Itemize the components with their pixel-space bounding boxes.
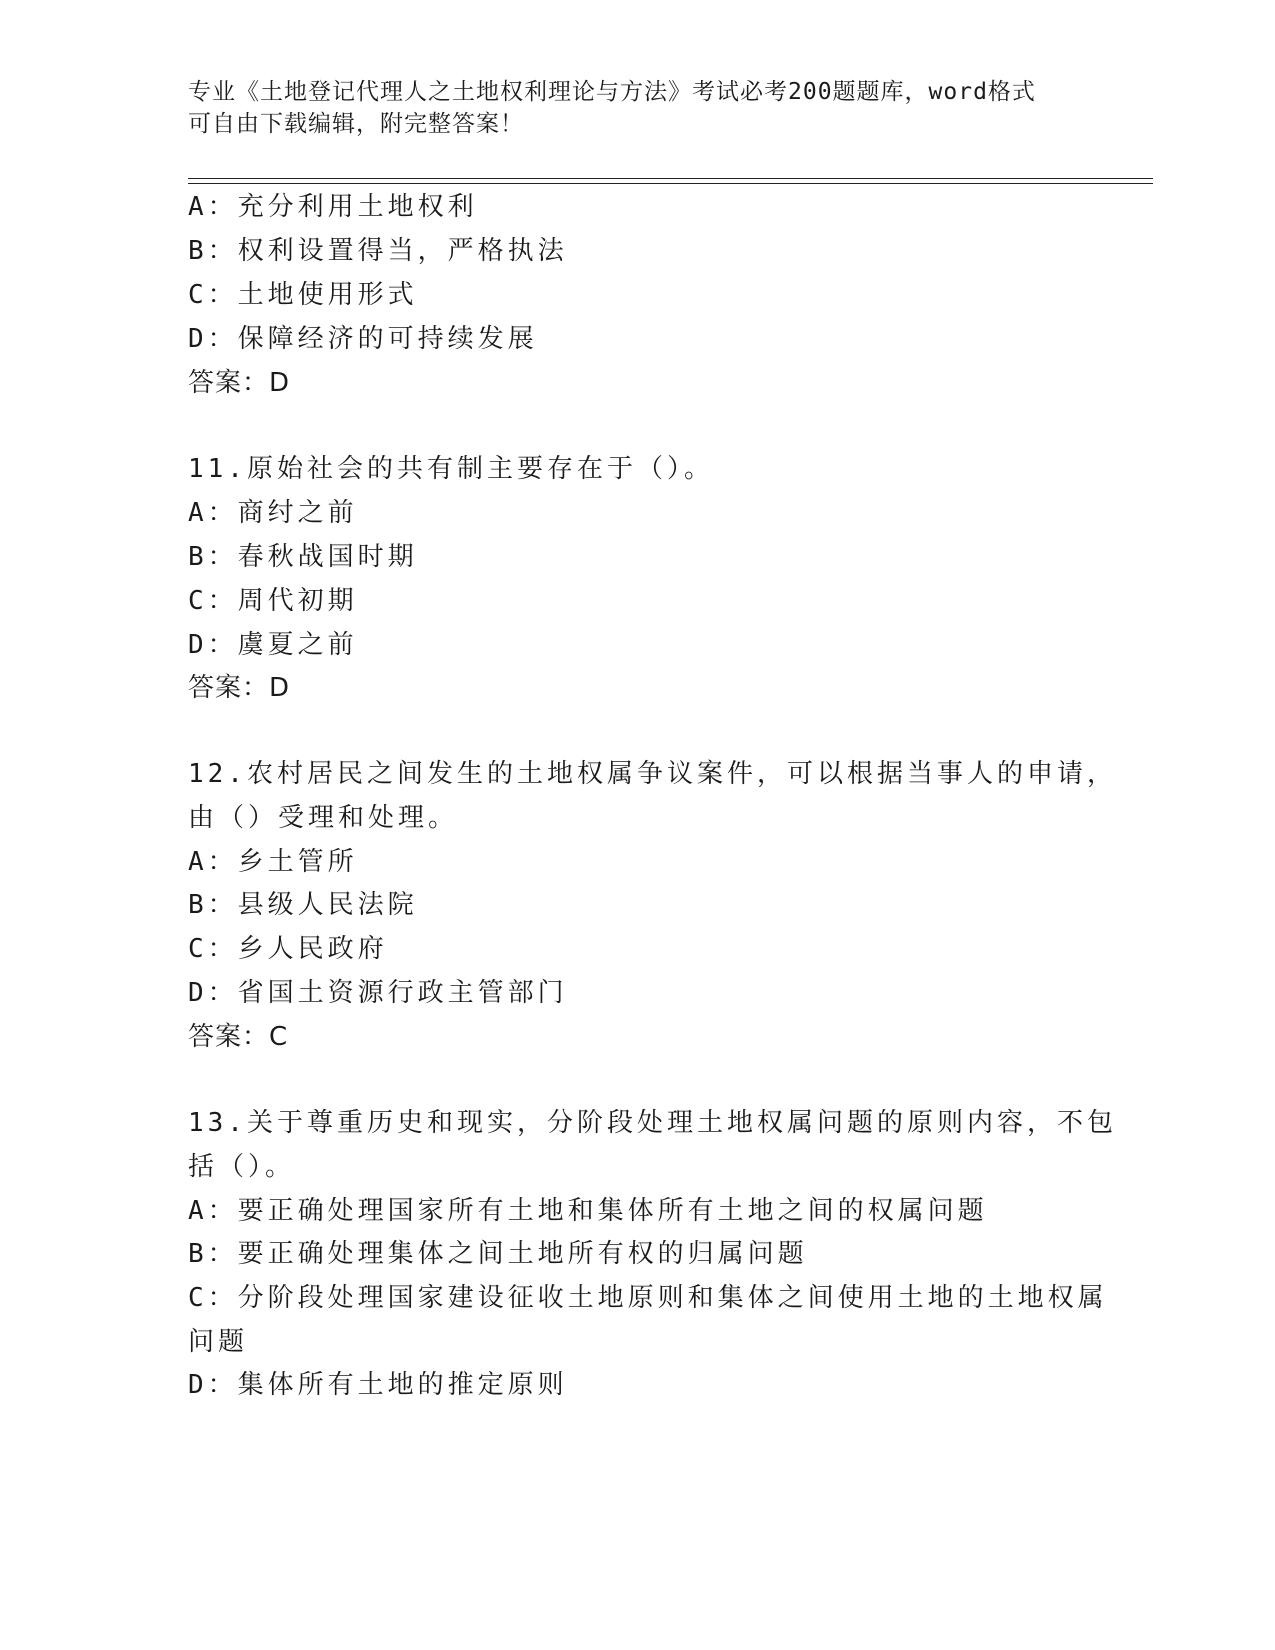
document-header [188,76,1088,140]
q13-option-c-line-1: C：分阶段处理国家建设征收土地原则和集体之间使用土地的土地权属 [188,1283,1108,1313]
q13-option-c-line-2: 问题 [188,1327,249,1357]
q12-option-c: C：乡人民政府 [188,934,388,964]
q10-option-b: B：权利设置得当，严格执法 [188,236,568,266]
q12-option-d: D：省国土资源行政主管部门 [188,978,568,1008]
q13-option-d: D：集体所有土地的推定原则 [188,1370,568,1400]
q11-option-d: D：虞夏之前 [188,630,358,660]
q10-option-c: C：土地使用形式 [188,280,418,310]
q11-option-b: B：春秋战国时期 [188,542,418,572]
q12-question-line-1: 12.农村居民之间发生的土地权属争议案件，可以根据当事人的申请， [188,759,1117,789]
q11-option-c: C：周代初期 [188,586,358,616]
q12-option-a: A：乡土管所 [188,847,358,877]
q10-answer: 答案：D [188,368,291,398]
header-line-2: 可自由下载编辑，附完整答案！ [188,111,524,137]
q11-answer: 答案：D [188,673,291,703]
q13-question-line-2: 括（）。 [188,1152,296,1182]
q12-question-line-2: 由（）受理和处理。 [188,803,459,833]
q11-option-a: A：商纣之前 [188,498,358,528]
header-divider-bottom [188,183,1153,184]
q10-option-d: D：保障经济的可持续发展 [188,324,538,354]
q10-option-a: A：充分利用土地权利 [188,192,478,222]
q13-question-line-1: 13.关于尊重历史和现实，分阶段处理土地权属问题的原则内容，不包 [188,1108,1117,1138]
q13-option-b: B：要正确处理集体之间土地所有权的归属问题 [188,1239,808,1269]
q12-option-b: B：县级人民法院 [188,890,418,920]
header-divider-top [188,178,1153,179]
header-line-1: 专业《土地登记代理人之土地权利理论与方法》考试必考200题题库，word格式 [188,79,1036,105]
q11-question: 11.原始社会的共有制主要存在于（）。 [188,454,714,484]
q13-option-a: A：要正确处理国家所有土地和集体所有土地之间的权属问题 [188,1196,988,1226]
q12-answer: 答案：C [188,1022,289,1052]
